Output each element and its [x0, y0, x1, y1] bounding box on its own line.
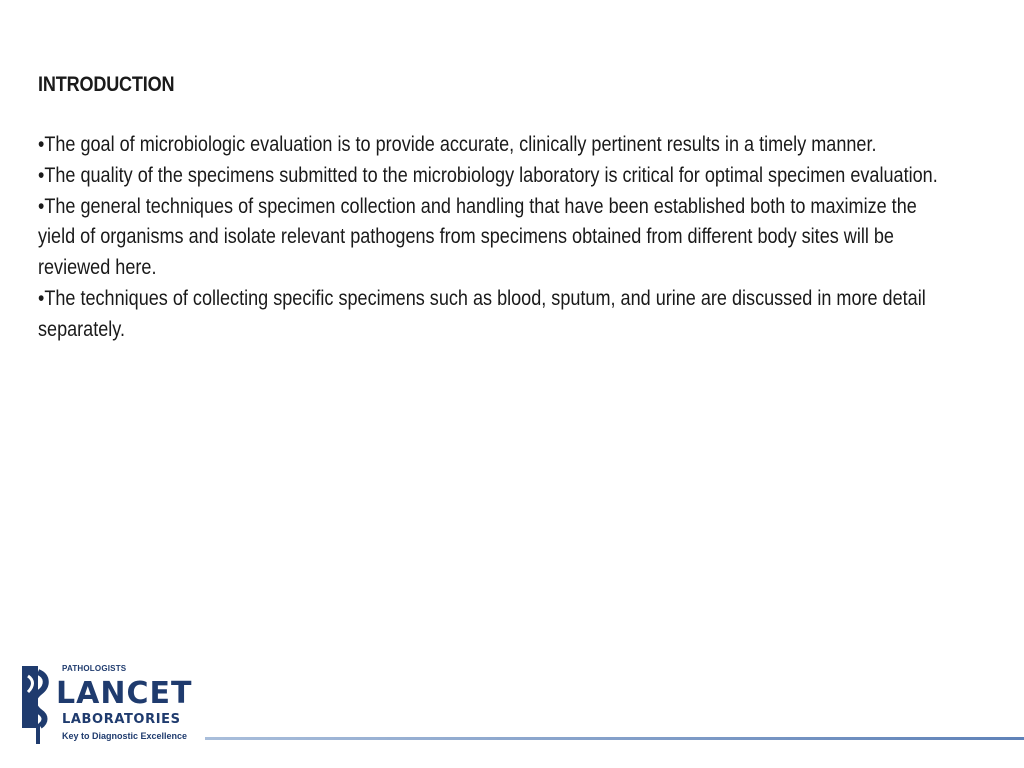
bullet-item: • The quality of the specimens submitted to the microbiology laboratory is critical for optimal specimen evaluation. [38, 161, 958, 192]
footer-divider [205, 737, 1024, 740]
bullet-list [38, 130, 958, 346]
bullet-item: • The goal of microbiologic evaluation is to provide accurate, clinically pertinent results in a timely manner. [38, 130, 958, 161]
bullet-item: • The general techniques of specimen collection and handling that have been established both to maximize the yield of organisms and isolate relevant pathogens from specimens obtained from different body sites will be reviewed here. [38, 192, 958, 284]
lancet-caduceus-logo-icon [22, 666, 52, 744]
slide-heading: INTRODUCTION [38, 73, 175, 96]
logo-top-text: PATHOLOGISTS [62, 664, 127, 673]
slide-content [38, 70, 958, 346]
bullet-item: • The techniques of collecting specific specimens such as blood, sputum, and urine are discussed in more detail separately. [38, 284, 958, 346]
lancet-logo [22, 662, 192, 744]
logo-sub-text: LABORATORIES [62, 712, 181, 727]
logo-main-text: LANCET [56, 676, 193, 711]
logo-tagline: Key to Diagnostic Excellence [62, 731, 188, 741]
